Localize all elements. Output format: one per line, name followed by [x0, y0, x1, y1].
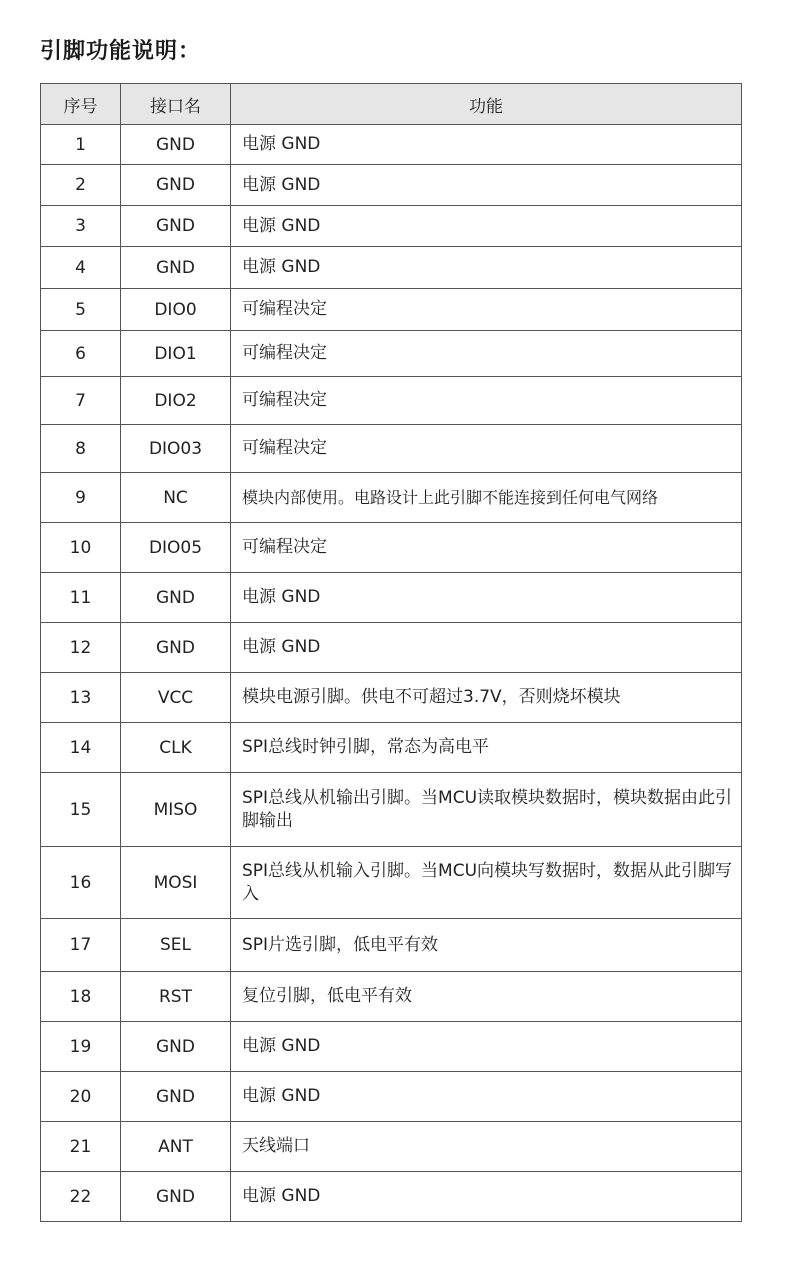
- pin-function: SPI总线时钟引脚，常态为高电平: [231, 723, 742, 773]
- pin-function: 电源 GND: [231, 247, 742, 289]
- table-row: [41, 331, 742, 377]
- pin-name: GND: [121, 1172, 231, 1222]
- table-header-row: [41, 84, 742, 125]
- table-row: [41, 673, 742, 723]
- table-row: [41, 523, 742, 573]
- table-row: [41, 425, 742, 473]
- pin-number: 18: [41, 972, 121, 1022]
- pin-name: DIO2: [121, 377, 231, 425]
- pin-function: 电源 GND: [231, 206, 742, 247]
- pin-name: VCC: [121, 673, 231, 723]
- pin-name: ANT: [121, 1122, 231, 1172]
- pin-number: 1: [41, 125, 121, 165]
- pin-name: GND: [121, 206, 231, 247]
- pin-number: 15: [41, 773, 121, 847]
- pin-name: GND: [121, 165, 231, 206]
- header-function: 功能: [231, 84, 742, 125]
- table-row: [41, 623, 742, 673]
- pin-number: 4: [41, 247, 121, 289]
- table-row: [41, 1072, 742, 1122]
- pin-number: 19: [41, 1022, 121, 1072]
- pin-name: GND: [121, 1022, 231, 1072]
- table-row: [41, 1122, 742, 1172]
- table-row: [41, 972, 742, 1022]
- pin-function-table: [40, 83, 742, 1222]
- pin-number: 12: [41, 623, 121, 673]
- pin-name: GND: [121, 125, 231, 165]
- pin-number: 14: [41, 723, 121, 773]
- pin-function: 可编程决定: [231, 289, 742, 331]
- pin-function: 模块内部使用。电路设计上此引脚不能连接到任何电气网络: [231, 473, 742, 523]
- pin-function: 模块电源引脚。供电不可超过3.7V，否则烧坏模块: [231, 673, 742, 723]
- table-row: [41, 165, 742, 206]
- table-row: [41, 473, 742, 523]
- pin-number: 22: [41, 1172, 121, 1222]
- pin-function: 电源 GND: [231, 623, 742, 673]
- pin-function: 电源 GND: [231, 165, 742, 206]
- pin-function: 电源 GND: [231, 1022, 742, 1072]
- table-row: [41, 289, 742, 331]
- pin-name: DIO03: [121, 425, 231, 473]
- pin-function: 电源 GND: [231, 1072, 742, 1122]
- pin-function: 电源 GND: [231, 125, 742, 165]
- pin-number: 11: [41, 573, 121, 623]
- pin-name: GND: [121, 247, 231, 289]
- pin-name: MOSI: [121, 847, 231, 919]
- table-row: [41, 573, 742, 623]
- pin-name: DIO0: [121, 289, 231, 331]
- header-name: 接口名: [121, 84, 231, 125]
- pin-number: 9: [41, 473, 121, 523]
- pin-number: 7: [41, 377, 121, 425]
- pin-name: GND: [121, 623, 231, 673]
- pin-name: DIO05: [121, 523, 231, 573]
- table-row: [41, 247, 742, 289]
- pin-number: 17: [41, 919, 121, 972]
- pin-number: 8: [41, 425, 121, 473]
- pin-number: 2: [41, 165, 121, 206]
- pin-name: SEL: [121, 919, 231, 972]
- pin-function: 天线端口: [231, 1122, 742, 1172]
- pin-function: 可编程决定: [231, 425, 742, 473]
- pin-name: NC: [121, 473, 231, 523]
- pin-name: CLK: [121, 723, 231, 773]
- pin-name: GND: [121, 1072, 231, 1122]
- pin-number: 5: [41, 289, 121, 331]
- pin-function: SPI片选引脚，低电平有效: [231, 919, 742, 972]
- pin-function: 可编程决定: [231, 377, 742, 425]
- table-row: [41, 919, 742, 972]
- pin-function: 复位引脚，低电平有效: [231, 972, 742, 1022]
- pin-number: 21: [41, 1122, 121, 1172]
- pin-number: 6: [41, 331, 121, 377]
- pin-name: RST: [121, 972, 231, 1022]
- pin-function: 可编程决定: [231, 331, 742, 377]
- pin-number: 16: [41, 847, 121, 919]
- pin-function: 可编程决定: [231, 523, 742, 573]
- table-row: [41, 1022, 742, 1072]
- pin-number: 10: [41, 523, 121, 573]
- table-row: [41, 773, 742, 847]
- pin-function: 电源 GND: [231, 573, 742, 623]
- pin-name: MISO: [121, 773, 231, 847]
- pin-number: 3: [41, 206, 121, 247]
- table-row: [41, 1172, 742, 1222]
- pin-function: 电源 GND: [231, 1172, 742, 1222]
- table-row: [41, 847, 742, 919]
- pin-number: 13: [41, 673, 121, 723]
- table-row: [41, 723, 742, 773]
- header-no: 序号: [41, 84, 121, 125]
- pin-function: SPI总线从机输出引脚。当MCU读取模块数据时，模块数据由此引脚输出: [231, 773, 742, 847]
- table-row: [41, 377, 742, 425]
- pin-name: DIO1: [121, 331, 231, 377]
- pin-name: GND: [121, 573, 231, 623]
- table-row: [41, 125, 742, 165]
- page-title: 引脚功能说明：: [40, 39, 202, 64]
- pin-function: SPI总线从机输入引脚。当MCU向模块写数据时，数据从此引脚写入: [231, 847, 742, 919]
- pin-number: 20: [41, 1072, 121, 1122]
- table-row: [41, 206, 742, 247]
